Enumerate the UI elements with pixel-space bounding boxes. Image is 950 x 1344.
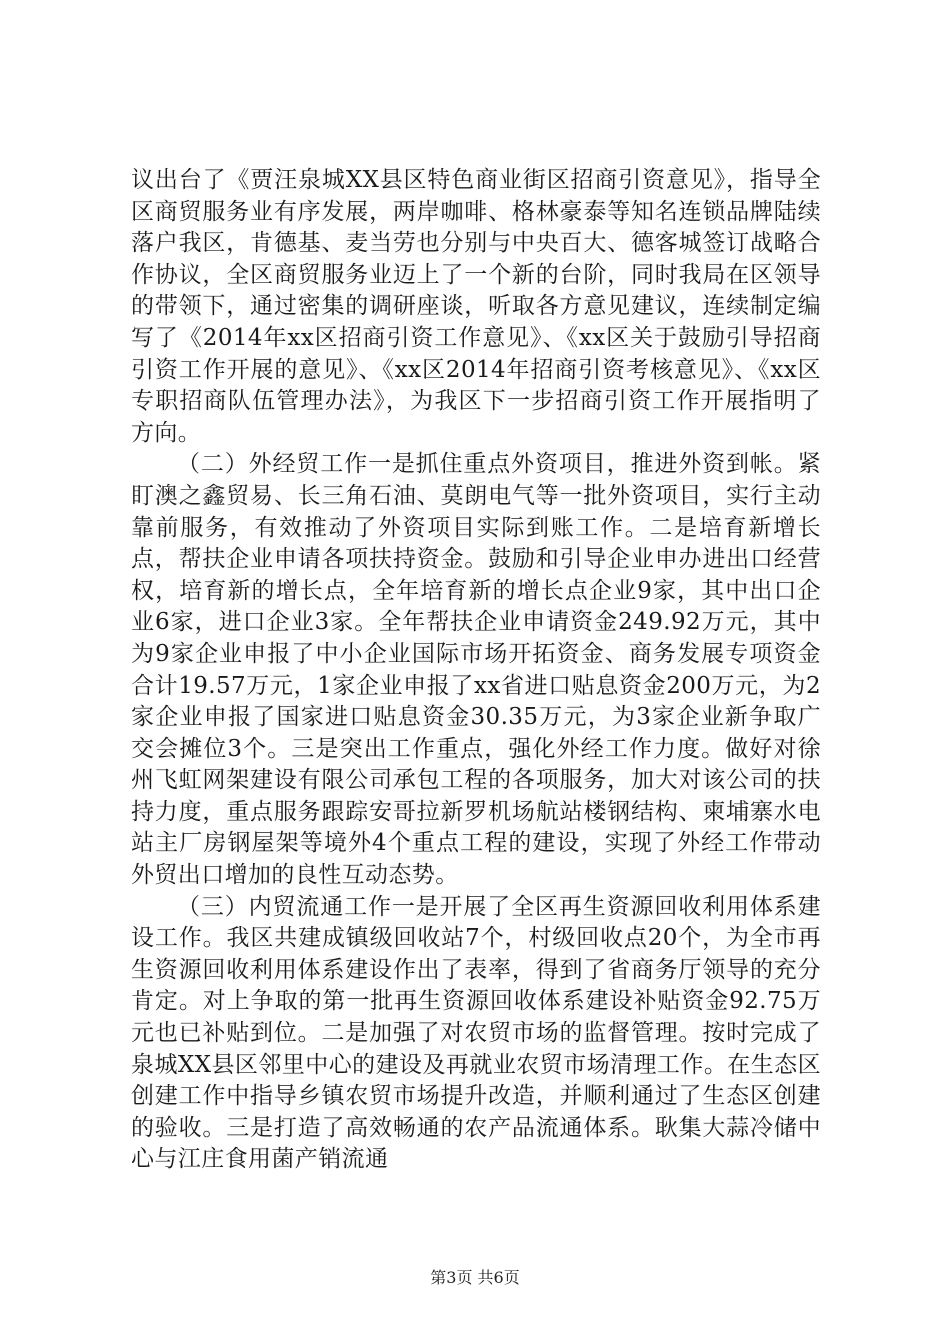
paragraph-foreign-trade: （二）外经贸工作一是抓住重点外资项目，推进外资到帐。紧盯澳之鑫贸易、长三角石油、莫朗电气等一批外资项目，实行主动靠前服务，有效推动了外资项目实际到账工作。二是培育新增长点，帮扶企业申请各项扶持资金。鼓励和引导企业申办进出口经营权，培育新的增长点，全年培育新的增长点企业9家，其中出口企业6家，进口企业3家。全年帮扶企业申请资金249.92万元，其中为9家企业申报了中小企业国际市场开拓资金、商务发展专项资金合计19.57万元，1家企业申报了xx省进口贴息资金200万元，为2家企业申报了国家进口贴息资金30.35万元，为3家企业新争取广交会摊位3个。三是突出工作重点，强化外经工作力度。做好对徐州飞虹网架建设有限公司承包工程的各项服务，加大对该公司的扶持力度，重点服务跟踪安哥拉新罗机场航站楼钢结构、柬埔寨水电站主厂房钢屋架等境外4个重点工程的建设，实现了外经工作带动外贸出口增加的良性互动态势。 [131,451,821,889]
document-body [131,165,821,1176]
paragraph-domestic-trade: （三）内贸流通工作一是开展了全区再生资源回收利用体系建设工作。我区共建成镇级回收站7个，村级回收点20个，为全市再生资源回收利用体系建设作出了表率，得到了省商务厅领导的充分肯定。对上争取的第一批再生资源回收体系建设补贴资金92.75万元也已补贴到位。二是加强了对农贸市场的监督管理。按时完成了泉城XX县区邻里中心的建设及再就业农贸市场清理工作。在生态区创建工作中指导乡镇农贸市场提升改造，并顺利通过了生态区创建的验收。三是打造了高效畅通的农产品流通体系。耿集大蒜冷储中心与江庄食用菌产销流通 [131,893,821,1173]
paragraph-continuation: 议出台了《贾汪泉城XX县区特色商业街区招商引资意见》，指导全区商贸服务业有序发展，两岸咖啡、格林豪泰等知名连锁品牌陆续落户我区，肯德基、麦当劳也分别与中央百大、德客城签订战略合作协议，全区商贸服务业迈上了一个新的台阶，同时我局在区领导的带领下，通过密集的调研座谈，听取各方意见建议，连续制定编写了《2014年xx区招商引资工作意见》、《xx区关于鼓励引导招商引资工作开展的意见》、《xx区2014年招商引资考核意见》、《xx区专职招商队伍管理办法》，为我区下一步招商引资工作开展指明了方向。 [131,167,821,446]
page-footer: 第3页 共6页 [430,1268,520,1287]
